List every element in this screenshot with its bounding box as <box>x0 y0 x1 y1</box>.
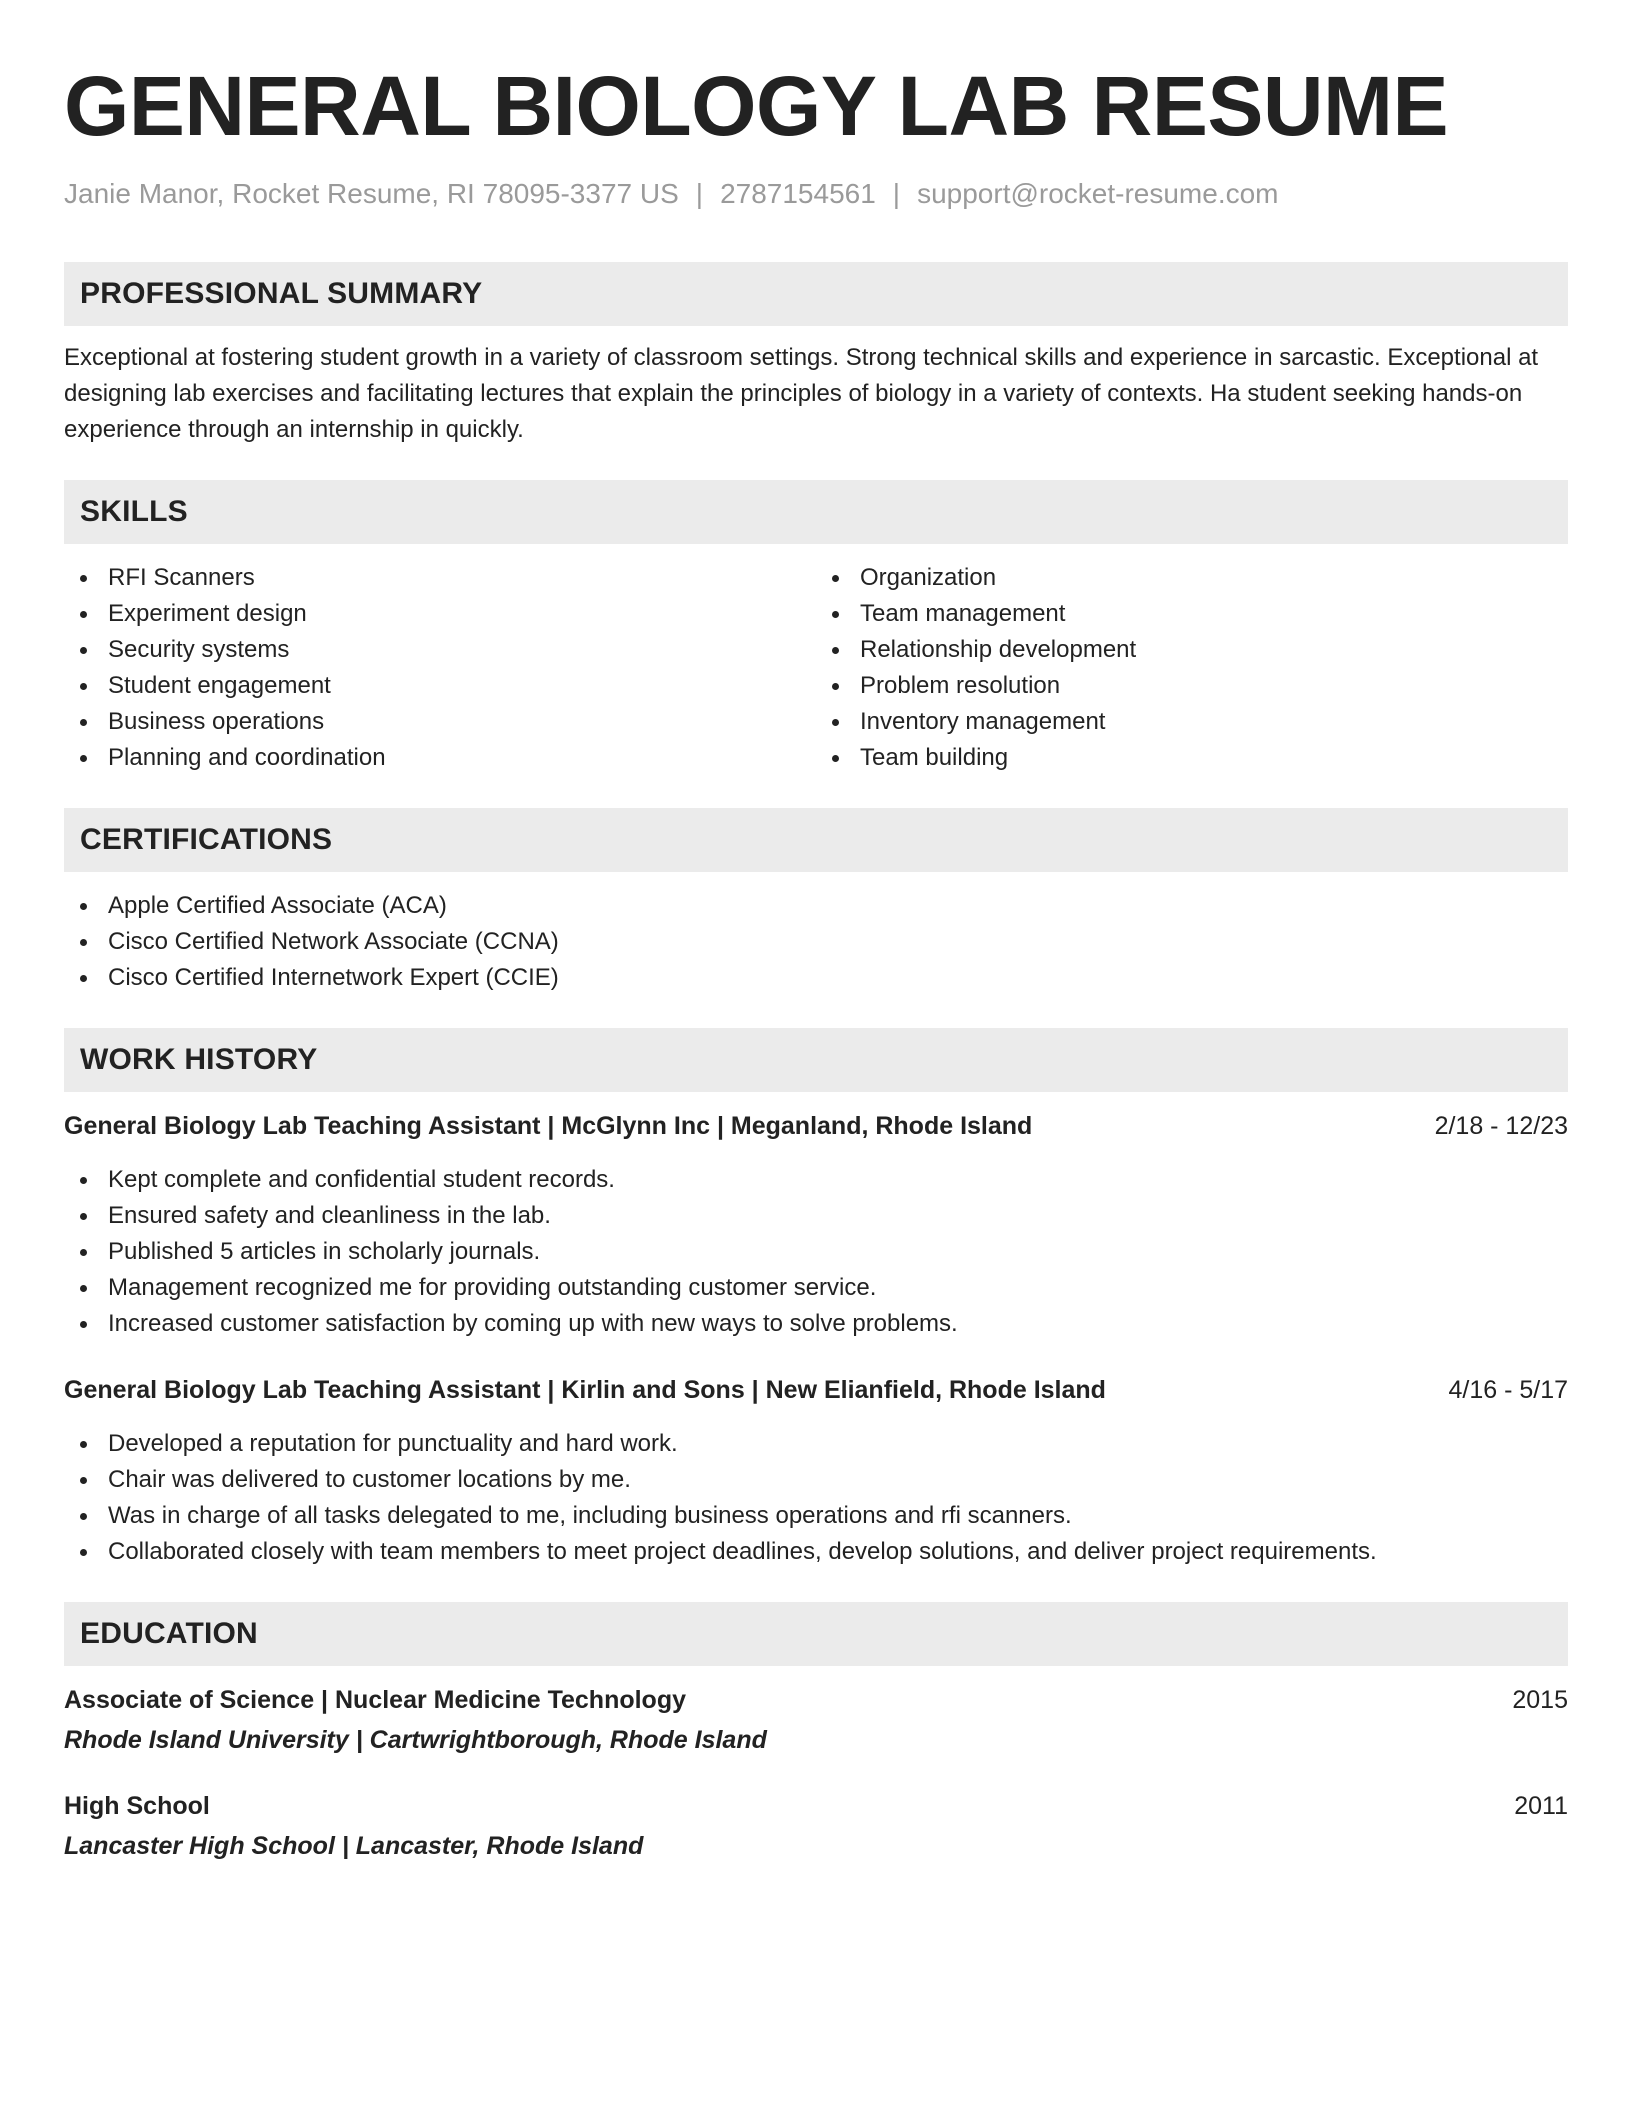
education-year: 2011 <box>1514 1792 1568 1820</box>
summary-text: Exceptional at fostering student growth in a variety of classroom settings. Strong technical skills and experience in sarcastic. Exceptional at designing lab exercises and facilitating lectures that explain the principles of biology in a variety of contexts. Ha student seeking hands-on experience through an internship in quickly. <box>64 344 1539 443</box>
job-bullet: Ensured safety and cleanliness in the lab. <box>64 1198 1568 1234</box>
contact-separator: | <box>695 178 704 209</box>
job-bullet: Kept complete and confidential student records. <box>64 1162 1568 1198</box>
skill-item: Experiment design <box>64 596 816 632</box>
job-entry <box>64 1108 1568 1342</box>
job-dates: 4/16 - 5/17 <box>1448 1376 1568 1404</box>
education-heading: EDUCATION <box>64 1602 1568 1666</box>
job-bullet: Chair was delivered to customer locations by me. <box>64 1462 1568 1498</box>
education-entry <box>64 1788 1568 1864</box>
contact-separator: | <box>892 178 901 209</box>
education-degree: High School <box>64 1792 210 1820</box>
certification-item: Cisco Certified Internetwork Expert (CCIE) <box>64 960 1568 996</box>
job-bullet: Increased customer satisfaction by coming up with new ways to solve problems. <box>64 1306 1568 1342</box>
skills-section <box>64 480 1568 776</box>
resume-title: GENERAL BIOLOGY LAB RESUME <box>64 59 1449 153</box>
contact-email: support@rocket-resume.com <box>917 178 1279 209</box>
certification-item: Apple Certified Associate (ACA) <box>64 888 1568 924</box>
summary-heading: PROFESSIONAL SUMMARY <box>64 262 1568 326</box>
education-header <box>64 1682 1568 1718</box>
contact-phone: 2787154561 <box>720 178 876 209</box>
job-bullets <box>64 1426 1568 1570</box>
job-header <box>64 1108 1568 1144</box>
skill-item: Planning and coordination <box>64 740 816 776</box>
job-bullet: Management recognized me for providing outstanding customer service. <box>64 1270 1568 1306</box>
work-history-section <box>64 1028 1568 1570</box>
certifications-heading: CERTIFICATIONS <box>64 808 1568 872</box>
job-bullet: Collaborated closely with team members to meet project deadlines, develop solutions, and deliver project requirements. <box>64 1534 1568 1570</box>
job-bullet: Published 5 articles in scholarly journals. <box>64 1234 1568 1270</box>
contact-address: Janie Manor, Rocket Resume, RI 78095-3377 US <box>64 178 679 209</box>
education-school: Lancaster High School | Lancaster, Rhode Island <box>64 1832 644 1860</box>
education-header <box>64 1788 1568 1824</box>
education-year: 2015 <box>1512 1686 1568 1714</box>
job-header <box>64 1372 1568 1408</box>
contact-line <box>64 176 1568 212</box>
education-entry <box>64 1682 1568 1758</box>
skill-item: Problem resolution <box>816 668 1568 704</box>
certification-item: Cisco Certified Network Associate (CCNA) <box>64 924 1568 960</box>
job-bullet: Was in charge of all tasks delegated to me, including business operations and rfi scanners. <box>64 1498 1568 1534</box>
job-title: General Biology Lab Teaching Assistant | McGlynn Inc | Meganland, Rhode Island <box>64 1112 1033 1140</box>
job-entry <box>64 1372 1568 1570</box>
skill-item: Inventory management <box>816 704 1568 740</box>
skills-grid <box>64 560 1568 776</box>
skills-heading: SKILLS <box>64 480 1568 544</box>
education-degree: Associate of Science | Nuclear Medicine Technology <box>64 1686 686 1714</box>
skill-item: Security systems <box>64 632 816 668</box>
skill-item: Team management <box>816 596 1568 632</box>
skills-list-left <box>64 560 816 776</box>
certifications-section <box>64 808 1568 996</box>
job-bullets <box>64 1162 1568 1342</box>
skill-item: Relationship development <box>816 632 1568 668</box>
skill-item: Business operations <box>64 704 816 740</box>
job-dates: 2/18 - 12/23 <box>1434 1112 1568 1140</box>
education-section <box>64 1602 1568 1864</box>
education-school: Rhode Island University | Cartwrightborough, Rhode Island <box>64 1726 767 1754</box>
skill-item: RFI Scanners <box>64 560 816 596</box>
job-title: General Biology Lab Teaching Assistant | Kirlin and Sons | New Elianfield, Rhode Island <box>64 1376 1106 1404</box>
job-bullet: Developed a reputation for punctuality and hard work. <box>64 1426 1568 1462</box>
skills-list-right <box>816 560 1568 776</box>
summary-section <box>64 262 1568 448</box>
skill-item: Organization <box>816 560 1568 596</box>
skill-item: Student engagement <box>64 668 816 704</box>
skill-item: Team building <box>816 740 1568 776</box>
certifications-list <box>64 888 1568 996</box>
work-history-heading: WORK HISTORY <box>64 1028 1568 1092</box>
